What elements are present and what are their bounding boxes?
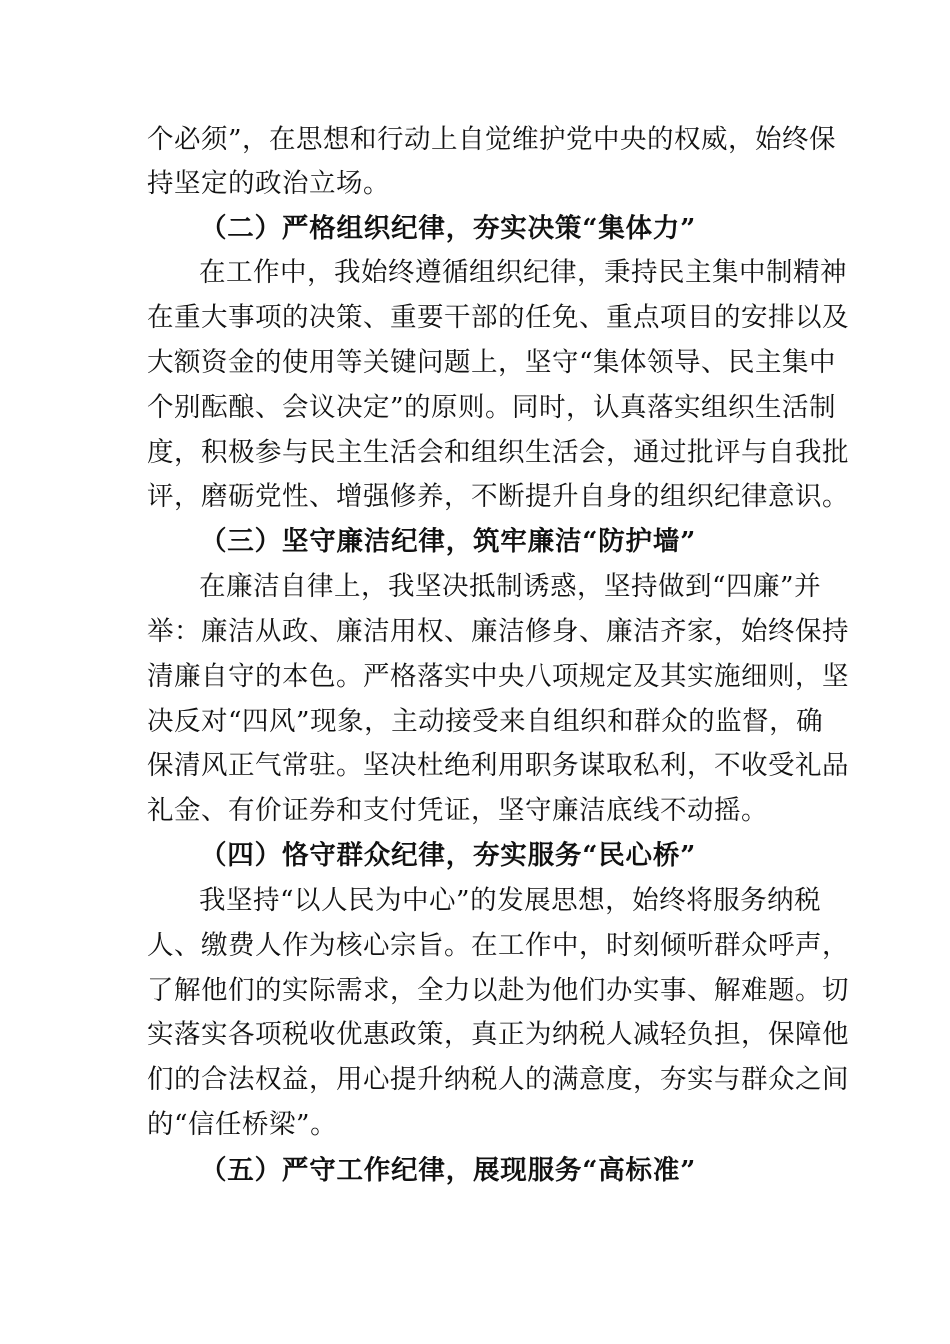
text-line: 在廉洁自律上，我坚决抵制诱惑，坚持做到“四廉”并 — [199, 571, 822, 602]
text-line: 们的合法权益，用心提升纳税人的满意度，夯实与群众之间 — [147, 1064, 849, 1095]
section-heading-5: （五）严守工作纪律，展现服务“高标准” — [200, 1155, 697, 1186]
section-heading-2: （二）严格组织纪律，夯实决策“集体力” — [200, 213, 697, 244]
text-line: 评，磨砺党性、增强修养，不断提升自身的组织纪律意识。 — [147, 481, 849, 512]
text-line: 大额资金的使用等关键问题上，坚守“集体领导、民主集中 — [147, 347, 837, 378]
text-line: 度，积极参与民主生活会和组织生活会，通过批评与自我批 — [147, 437, 849, 468]
text-line: 我坚持“以人民为中心”的发展思想，始终将服务纳税 — [199, 885, 822, 916]
section-heading-3: （三）坚守廉洁纪律，筑牢廉洁“防护墙” — [200, 526, 697, 557]
text-line: 个必须”，在思想和行动上自觉维护党中央的权威，始终保 — [147, 124, 837, 155]
text-line: 个别酝酿、会议决定”的原则。同时，认真落实组织生活制 — [147, 392, 837, 423]
text-line: 的“信任桥梁”。 — [147, 1109, 338, 1140]
text-line: 在重大事项的决策、重要干部的任免、重点项目的安排以及 — [147, 302, 849, 333]
text-line: 举：廉洁从政、廉洁用权、廉洁修身、廉洁齐家，始终保持 — [147, 616, 849, 647]
text-line: 清廉自守的本色。严格落实中央八项规定及其实施细则，坚 — [147, 661, 849, 692]
text-line: 礼金、有价证券和支付凭证，坚守廉洁底线不动摇。 — [147, 795, 768, 826]
text-line: 决反对“四风”现象，主动接受来自组织和群众的监督，确 — [147, 706, 824, 737]
text-line: 在工作中，我始终遵循组织纪律，秉持民主集中制精神 — [199, 257, 847, 288]
text-line: 了解他们的实际需求，全力以赴为他们办实事、解难题。切 — [147, 975, 849, 1006]
text-line: 保清风正气常驻。坚决杜绝利用职务谋取私利，不收受礼品 — [147, 750, 849, 781]
section-heading-4: （四）恪守群众纪律，夯实服务“民心桥” — [200, 840, 697, 871]
text-line: 实落实各项税收优惠政策，真正为纳税人减轻负担，保障他 — [147, 1019, 849, 1050]
text-line: 持坚定的政治立场。 — [147, 168, 390, 199]
text-line: 人、缴费人作为核心宗旨。在工作中，时刻倾听群众呼声， — [147, 930, 849, 961]
